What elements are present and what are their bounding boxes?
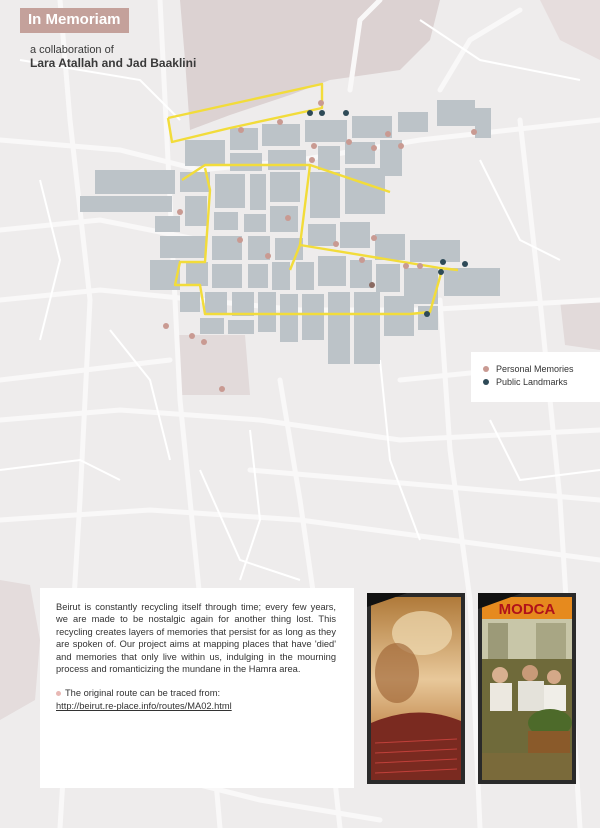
page-title: In Memoriam [28,11,121,28]
personal-memory-marker-highlight[interactable] [369,282,375,288]
legend-item-landmarks [483,375,600,388]
route-note-text: The original route can be traced from: [65,688,221,699]
cafe-sign-text: MODCA [498,601,556,618]
description-box [40,588,354,788]
description-text: Beirut is constantly recycling itself through time; every few years, we are made to be nostalgic again for another thing lost. This recycling creates layers of memories that persist for as long as they are spoken of. Our project aims at mapping places that have 'died' and memories that only live within us, indulging in the mourning process and romanticizing the mundane in the Hamra area. [56,602,336,675]
legend-label: Personal Memories [496,363,574,374]
title-badge [20,8,129,33]
credits-authors: Lara Atallah and Jad Baaklini [30,56,197,70]
map-legend [471,352,600,402]
theater-photo [367,593,465,784]
legend-item-personal [483,362,600,375]
bullet-icon [56,691,61,696]
route-link[interactable]: http://beirut.re-place.info/routes/MA02.html [56,701,232,712]
cafe-photo [478,593,576,784]
route-note [56,687,336,713]
credits-line-1: a collaboration of [30,44,114,56]
public-landmark-dot-icon [483,379,489,385]
personal-memory-dot-icon [483,366,489,372]
credits [30,44,196,70]
legend-label: Public Landmarks [496,376,568,387]
